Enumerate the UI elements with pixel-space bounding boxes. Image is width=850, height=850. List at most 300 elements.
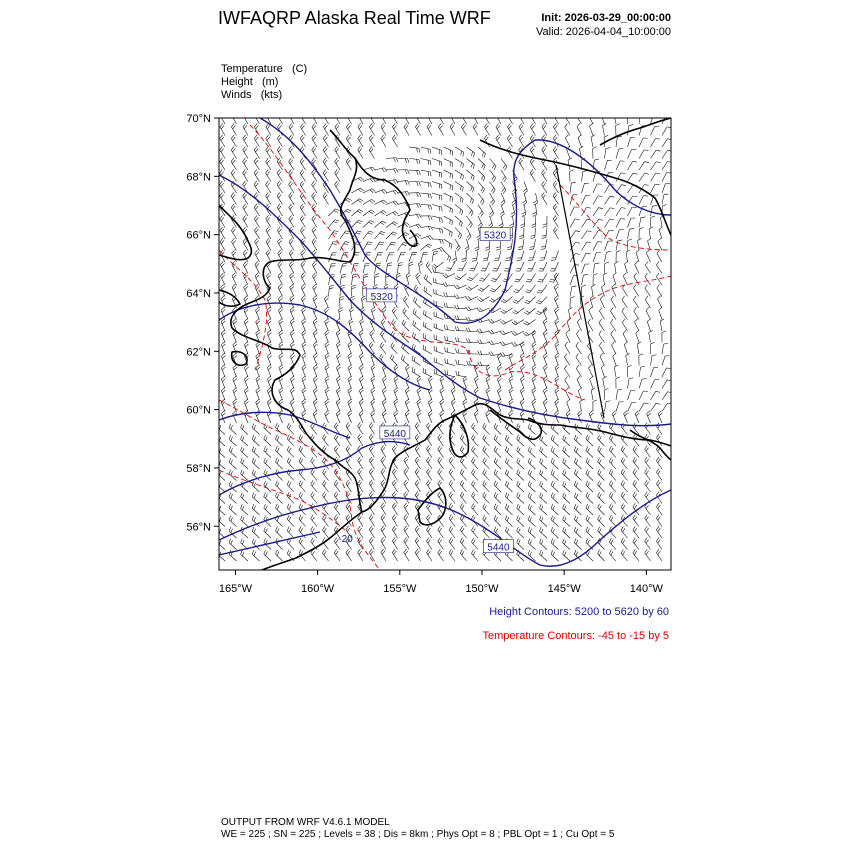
wind-barb-feather <box>267 296 270 299</box>
wind-barb-feather <box>555 319 558 322</box>
wind-barb-feather <box>588 448 590 452</box>
wind-barb-feather <box>287 504 289 508</box>
wind-barb <box>646 311 650 320</box>
wind-barb <box>375 211 383 216</box>
wind-barb-feather <box>598 446 600 450</box>
wind-barb <box>651 126 655 135</box>
wind-barb-feather <box>611 540 613 544</box>
wind-barb <box>651 356 653 366</box>
wind-barb-feather <box>341 277 345 278</box>
wind-barb-feather <box>396 158 398 162</box>
wind-barb-feather <box>633 446 635 450</box>
wind-barb-feather <box>469 361 470 365</box>
wind-barb-feather <box>484 154 486 158</box>
wind-barb <box>241 428 248 435</box>
wind-barb <box>392 506 397 515</box>
wind-barb-feather <box>522 200 526 203</box>
wind-barb <box>551 520 558 527</box>
wind-barb-feather <box>634 494 636 498</box>
wind-barb-feather <box>451 114 454 117</box>
wind-barb-feather <box>404 526 407 530</box>
wind-barb <box>586 519 593 526</box>
wind-barb-feather <box>254 204 257 208</box>
wind-barb <box>460 542 466 550</box>
wind-barb-feather <box>381 201 384 204</box>
wind-barb-feather <box>502 188 505 191</box>
wind-barb <box>455 205 463 211</box>
wind-barb-feather <box>462 459 464 463</box>
wind-barb-feather <box>256 137 259 141</box>
wind-barb-feather <box>645 285 648 289</box>
wind-barb <box>582 195 586 204</box>
wind-barb-feather <box>303 321 306 324</box>
wind-barb <box>576 357 582 365</box>
wind-barb-feather <box>418 390 421 393</box>
wind-barb-feather <box>277 181 280 185</box>
wind-barb-feather <box>231 135 234 139</box>
wind-barb-feather <box>507 437 509 441</box>
wind-barb-feather <box>381 514 384 518</box>
wind-barb-feather <box>393 232 397 234</box>
wind-barb <box>300 208 305 216</box>
wind-barb-feather <box>553 471 555 475</box>
wind-barb <box>449 472 455 480</box>
wind-barb-feather <box>244 125 247 129</box>
wind-barb-feather <box>629 125 633 126</box>
wind-barb-feather <box>473 540 475 544</box>
wind-barb-feather <box>574 527 576 531</box>
wind-barb-feather <box>264 538 266 542</box>
wind-barb-feather <box>543 353 546 356</box>
wind-barb-feather <box>312 250 315 253</box>
wind-barb-feather <box>634 528 636 532</box>
wind-barb <box>633 542 639 550</box>
wind-barb-feather <box>467 279 471 281</box>
wind-barb-feather <box>611 296 614 300</box>
wind-barb-feather <box>392 503 395 507</box>
wind-barb-feather <box>564 552 566 556</box>
wind-barb <box>589 368 593 377</box>
wind-barb <box>504 320 513 325</box>
wind-barb-feather <box>245 309 248 312</box>
wind-barb <box>266 185 271 193</box>
wind-barb-feather <box>255 112 258 115</box>
wind-barb-feather <box>278 296 281 299</box>
wind-barb <box>662 368 666 377</box>
wind-barb <box>528 308 536 314</box>
wind-barb-feather <box>382 539 385 543</box>
wind-barb <box>497 262 501 271</box>
wind-barb <box>471 507 478 515</box>
wind-barb <box>576 346 582 354</box>
wind-barb <box>570 207 574 216</box>
wind-barb-feather <box>255 171 258 175</box>
wind-barb <box>519 115 524 124</box>
wind-barb-feather <box>287 458 289 462</box>
wind-barb-feather <box>576 517 578 521</box>
wind-barb-feather <box>244 399 247 402</box>
wind-barb <box>300 138 305 147</box>
wind-barb <box>570 183 571 193</box>
wind-barb <box>567 149 570 158</box>
wind-barb <box>277 208 282 216</box>
wind-barb-feather <box>359 399 362 402</box>
wind-barb <box>505 428 512 435</box>
wind-barb-feather <box>647 319 650 322</box>
wind-barb-feather <box>609 435 611 439</box>
wind-barb-feather <box>416 424 419 428</box>
wind-barb-feather <box>577 319 580 322</box>
wind-barb-feather <box>241 516 243 520</box>
wind-barb-feather <box>565 342 568 346</box>
wind-barb-feather <box>427 123 430 127</box>
wind-barb-feather <box>324 448 326 452</box>
wind-barb <box>490 170 496 178</box>
wind-barb-feather <box>447 336 448 340</box>
wind-barb-feather <box>244 229 247 233</box>
wind-barb-feather <box>371 307 374 310</box>
wind-barb <box>616 219 621 228</box>
wind-barb <box>339 310 340 320</box>
wind-barb-feather <box>266 483 268 487</box>
wind-barb-feather <box>463 152 464 156</box>
wind-barb <box>358 438 363 446</box>
wind-barb <box>386 169 396 170</box>
wind-barb-feather <box>256 217 259 221</box>
wind-barb-feather <box>598 527 600 531</box>
wind-barb <box>468 331 478 332</box>
wind-barb-feather <box>278 206 281 210</box>
wind-barb <box>311 496 317 504</box>
wind-barb <box>289 242 294 251</box>
wind-barb-feather <box>517 516 519 520</box>
wind-barb-feather <box>517 447 519 451</box>
wind-barb <box>656 553 662 561</box>
wind-barb-feather <box>439 425 442 429</box>
wind-barb-feather <box>502 320 505 323</box>
wind-barb <box>563 554 570 561</box>
wind-barb-feather <box>415 503 418 507</box>
wind-barb-feather <box>334 503 337 507</box>
wind-barb <box>413 301 420 308</box>
wind-barb <box>471 530 478 538</box>
wind-barb-feather <box>449 480 451 484</box>
wind-barb-feather <box>644 150 648 151</box>
wind-barb-feather <box>621 208 625 209</box>
wind-barb-feather <box>231 540 233 544</box>
wind-barb-feather <box>414 285 416 289</box>
bristol-bay-coast <box>362 404 671 512</box>
wind-barb-feather <box>371 114 374 117</box>
wind-barb-feather <box>398 262 402 263</box>
wind-barb-feather <box>505 492 507 496</box>
wind-barb-feather <box>520 114 523 117</box>
wind-barb <box>323 196 328 204</box>
wind-barb-feather <box>439 112 442 115</box>
wind-barb-feather <box>290 296 293 299</box>
wind-barb-feather <box>277 123 280 127</box>
wind-barb <box>457 308 467 309</box>
wind-barb-feather <box>555 309 558 312</box>
wind-barb-feather <box>572 286 576 287</box>
wind-barb-feather <box>360 307 364 310</box>
wind-barb-feather <box>231 460 233 464</box>
wind-barb <box>243 196 248 204</box>
wind-barb <box>593 208 599 216</box>
wind-barb-feather <box>232 273 235 276</box>
wind-barb-feather <box>325 114 328 117</box>
wind-barb-feather <box>256 240 259 243</box>
wind-barb-feather <box>555 399 558 402</box>
wind-barb-feather <box>419 193 421 197</box>
wind-barb <box>598 439 605 446</box>
wind-barb <box>616 161 620 170</box>
wind-barb-feather <box>451 244 452 248</box>
wind-barb-feather <box>518 448 520 452</box>
wind-barb <box>586 473 593 480</box>
wind-barb-feather <box>347 459 350 463</box>
wind-barb-feather <box>302 114 305 117</box>
wind-barb <box>505 497 512 504</box>
wind-barb-feather <box>267 342 270 345</box>
wind-barb-feather <box>646 471 648 475</box>
wind-barb-feather <box>460 457 462 461</box>
wind-barb <box>415 127 420 136</box>
wind-barb-feather <box>277 529 279 533</box>
wind-barb <box>421 159 431 161</box>
wind-barb <box>329 220 335 228</box>
wind-barb-feather <box>532 224 536 226</box>
wind-barb-feather <box>489 320 492 323</box>
wind-barb-feather <box>275 446 277 450</box>
wind-barb-feather <box>264 469 266 473</box>
wind-barb-feather <box>369 457 372 461</box>
wind-barb-feather <box>303 401 306 404</box>
wind-barb-feather <box>428 376 431 379</box>
wind-barb-feather <box>438 123 441 127</box>
wind-barb-feather <box>336 411 339 414</box>
wind-barb <box>645 288 651 296</box>
wind-barb <box>662 139 668 147</box>
wind-barb <box>528 531 535 538</box>
wind-barb-feather <box>382 459 385 463</box>
wind-barb-feather <box>553 123 556 127</box>
wind-barb <box>582 219 588 227</box>
wind-barb-feather <box>533 332 536 335</box>
wind-barb-feather <box>657 284 660 288</box>
wind-barb-feather <box>394 528 397 532</box>
wind-barb <box>530 127 535 136</box>
wind-barb <box>392 138 397 147</box>
wind-barb-feather <box>299 492 301 496</box>
wind-barb-feather <box>484 123 487 127</box>
wind-barb <box>645 518 651 526</box>
wind-barb-feather <box>587 207 591 208</box>
wind-barb-feather <box>291 390 294 393</box>
wind-barb-feather <box>551 516 553 520</box>
wind-barb-feather <box>221 229 224 233</box>
wind-barb-feather <box>646 250 649 253</box>
wind-barb-feather <box>639 354 643 356</box>
wind-barb-feather <box>233 411 236 414</box>
wind-barb-feather <box>588 471 590 475</box>
wind-barb <box>656 472 662 480</box>
wind-barb-feather <box>556 344 559 347</box>
wind-barb-feather <box>382 114 385 117</box>
wind-barb-feather <box>509 114 512 117</box>
wind-barb-feather <box>369 422 372 426</box>
wind-barb <box>404 115 409 124</box>
wind-barb-feather <box>405 376 408 379</box>
wind-barb <box>432 170 442 173</box>
wind-barb-feather <box>280 401 283 404</box>
wind-barb <box>651 114 654 124</box>
wind-barb <box>409 203 419 204</box>
wind-barb-feather <box>497 388 500 391</box>
wind-barb-feather <box>530 425 532 429</box>
wind-barb-feather <box>556 390 559 393</box>
wind-barb-feather <box>492 279 496 280</box>
wind-barb <box>278 242 283 251</box>
wind-barb-feather <box>473 153 474 157</box>
wind-barb <box>467 193 474 200</box>
wind-barb-feather <box>528 481 530 485</box>
wind-barb-feather <box>278 250 281 253</box>
wind-barb-feather <box>438 480 441 484</box>
wind-barb-feather <box>473 505 475 509</box>
wind-barb-feather <box>599 208 603 209</box>
wind-barb-feather <box>406 390 409 393</box>
wind-barb-feather <box>463 125 466 129</box>
wind-barb <box>471 461 478 469</box>
wind-barb-feather <box>450 471 452 475</box>
wind-barb-feather <box>381 344 383 348</box>
wind-barb <box>423 326 432 331</box>
wind-barb-feather <box>231 169 234 173</box>
wind-barb-feather <box>530 494 532 498</box>
wind-barb-feather <box>370 190 373 193</box>
wind-barb-feather <box>530 169 533 173</box>
wind-barb <box>662 356 665 366</box>
wind-barb-feather <box>222 378 225 381</box>
wind-barb-feather <box>301 250 304 253</box>
wind-barb-feather <box>576 448 578 452</box>
wind-barb-feather <box>407 159 409 163</box>
wind-barb-feather <box>473 517 475 521</box>
wind-barb-feather <box>430 205 431 209</box>
wind-barb-feather <box>487 401 490 404</box>
wind-barb-feather <box>499 223 503 225</box>
wind-barb <box>505 531 512 538</box>
wind-barb-feather <box>435 268 436 272</box>
wind-barb-feather <box>510 226 514 228</box>
wind-barb-feather <box>657 250 660 254</box>
wind-barb-feather <box>267 388 270 391</box>
wind-barb <box>409 253 412 262</box>
wind-barb-feather <box>627 365 631 367</box>
wind-barb-feather <box>588 483 590 487</box>
wind-barb-feather <box>468 306 471 310</box>
wind-barb-feather <box>533 367 536 370</box>
wind-barb <box>438 127 443 136</box>
wind-barb-feather <box>507 529 509 533</box>
wind-barb-feather <box>369 480 372 484</box>
wind-barb-feather <box>450 494 452 498</box>
wind-barb-feather <box>646 540 648 544</box>
wind-barb-feather <box>369 231 373 232</box>
wind-barb-feather <box>325 330 328 333</box>
wind-barb-feather <box>656 262 659 266</box>
wind-barb-feather <box>266 169 269 173</box>
wind-barb <box>457 364 467 366</box>
wind-barb <box>485 262 489 271</box>
wind-barb-feather <box>579 413 582 416</box>
wind-barb-feather <box>576 365 579 369</box>
wind-barb <box>449 484 455 492</box>
wind-barb-feather <box>610 196 614 197</box>
wind-barb-feather <box>623 330 626 333</box>
wind-barb-feather <box>322 549 324 553</box>
wind-barb-feather <box>279 388 282 391</box>
wind-barb-feather <box>324 551 326 555</box>
wind-barb-feather <box>243 192 246 196</box>
wind-barb-feather <box>221 307 224 310</box>
wind-barb-feather <box>439 482 442 486</box>
wind-barb-feather <box>439 459 442 463</box>
wind-barb-feather <box>438 526 441 530</box>
wind-barb-feather <box>428 226 430 230</box>
wind-barb-feather <box>279 137 282 141</box>
wind-barb <box>438 507 444 515</box>
wind-barb <box>601 368 604 377</box>
wind-barb-feather <box>633 526 635 530</box>
wind-barb-feather <box>346 211 350 213</box>
wind-barb-feather <box>576 529 578 533</box>
wind-barb-feather <box>527 279 531 280</box>
wind-barb-feather <box>439 540 442 544</box>
wind-barb <box>449 553 455 561</box>
wind-barb-feather <box>371 493 374 497</box>
wind-barb <box>567 321 570 331</box>
wind-barb-feather <box>335 169 338 173</box>
wind-barb-feather <box>381 319 384 322</box>
wind-barb-feather <box>375 276 379 277</box>
wind-barb-feather <box>252 504 254 508</box>
wind-barb-feather <box>645 469 647 473</box>
wind-barb-feather <box>360 401 363 404</box>
wind-barb-feather <box>254 460 256 464</box>
wind-barb-feather <box>392 445 395 449</box>
wind-barb <box>264 428 271 435</box>
wind-barb <box>381 518 386 527</box>
wind-barb <box>264 497 271 504</box>
wind-barb-feather <box>324 112 327 115</box>
wind-barb-feather <box>634 448 636 452</box>
wind-barb-feather <box>394 482 397 486</box>
wind-barb-feather <box>312 146 315 150</box>
wind-barb-feather <box>633 296 636 300</box>
wind-barb-feather <box>245 378 248 381</box>
wind-barb-feather <box>405 399 408 402</box>
wind-barb <box>266 162 271 170</box>
wind-barb-feather <box>645 538 647 542</box>
wind-barb-feather <box>279 319 282 322</box>
wind-barb-feather <box>656 457 659 461</box>
wind-barb-feather <box>564 483 566 487</box>
wind-barb-feather <box>404 321 406 325</box>
wind-barb-feather <box>279 275 282 278</box>
wind-barb <box>645 426 651 434</box>
